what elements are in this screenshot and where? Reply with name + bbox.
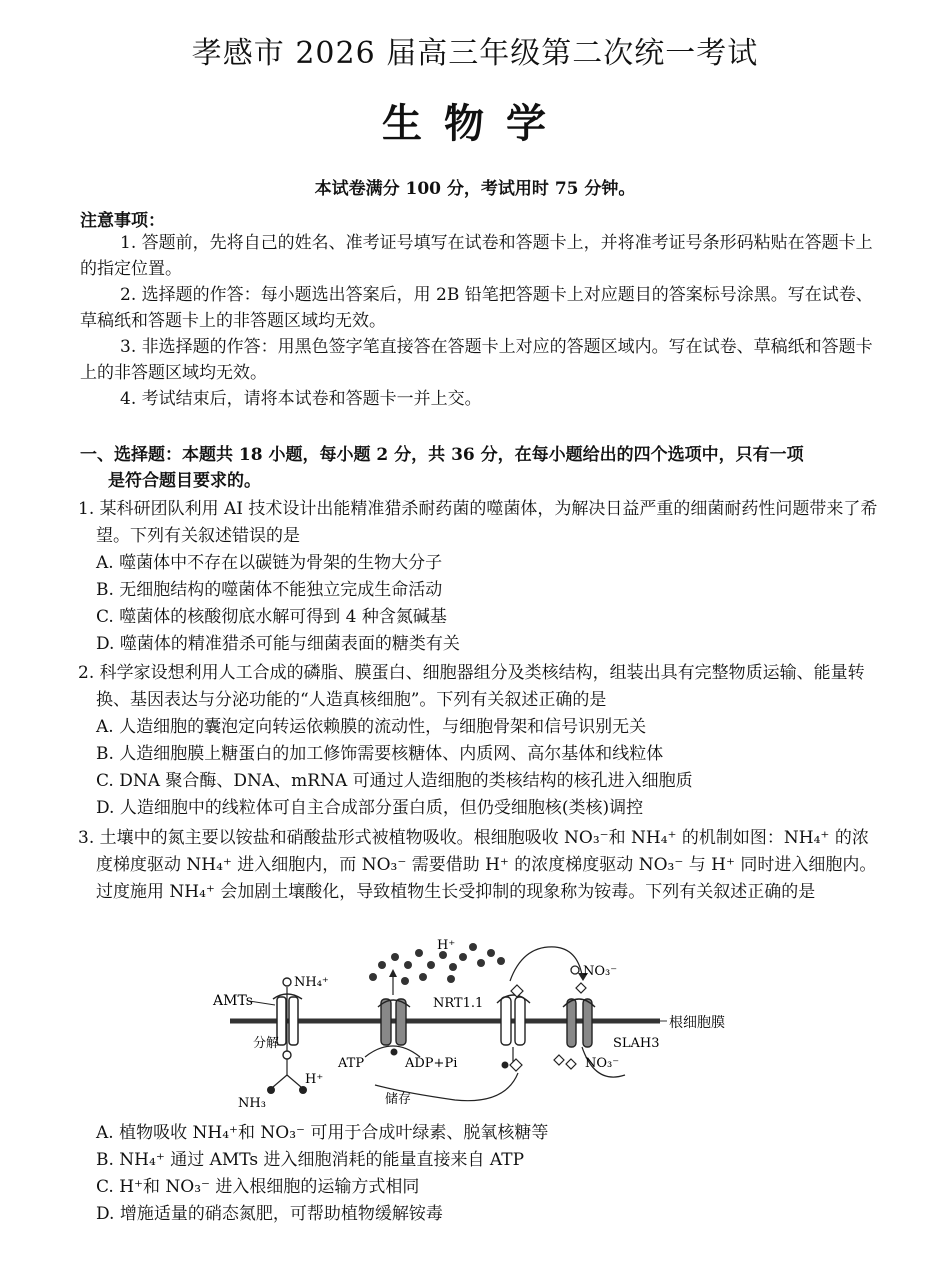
ion-transport-diagram [205,935,740,1110]
notes-list [80,230,878,412]
no3-top-label: NO₃⁻ [583,964,618,979]
note-item: 1. 答题前，先将自己的姓名、准考证号填写在试卷和答题卡上，并将准考证号条形码粘贴在答题卡上的指定位置。 [80,233,873,279]
exam-title: 孝感市 2026 届高三年级第二次统一考试 [191,36,759,71]
option-d: D. 噬菌体的精准猎杀可能与细菌表面的糖类有关 [96,634,460,654]
h-plus-top-label: H⁺ [437,938,456,953]
question-3 [78,825,878,906]
note-item: 2. 选择题的作答：每小题选出答案后，用 2B 铅笔把答题卡上对应题目的答案标号涂黑。写在试卷、草稿纸和答题卡上的非答题区域均无效。 [80,285,873,331]
question-stem: 3. 土壤中的氮主要以铵盐和硝酸盐形式被植物吸收。根细胞吸收 NO₃⁻和 NH₄⁺ 的机制如图：NH₄⁺ 的浓度梯度驱动 NH₄⁺ 进入细胞内，而 NO₃⁻ 需要借助 H⁺ 的浓度梯度驱动 NO₃⁻ 与 H⁺ 同时进入细胞内。过度施用 NH₄⁺ 会加剧土壤酸化，导致植物生长受抑制的现象称为铵毒。下列有关叙述正确的是 [78,828,877,902]
option-a: A. 植物吸收 NH₄⁺和 NO₃⁻ 可用于合成叶绿素、脱氧核糖等 [96,1123,549,1143]
store-label: 储存 [385,1092,412,1107]
question-stem: 1. 某科研团队利用 AI 技术设计出能精准猎杀耐药菌的噬菌体，为解决日益严重的细菌耐药性问题带来了希望。下列有关叙述错误的是 [78,499,878,546]
amts-label: AMTs [213,993,253,1009]
note-item: 3. 非选择题的作答：用黑色签字笔直接答在答题卡上对应的答题区域内。写在试卷、草稿纸和答题卡上的非答题区域均无效。 [80,337,873,383]
option-a: A. 人造细胞的囊泡定向转运依赖膜的流动性，与细胞骨架和信号识别无关 [96,717,647,737]
membrane-label: 根细胞膜 [669,1015,725,1031]
option-c: C. H⁺和 NO₃⁻ 进入根细胞的运输方式相同 [96,1177,420,1197]
question-3-options [96,1120,876,1228]
adp-label: ADP+Pi [405,1056,458,1071]
option-d: D. 人造细胞中的线粒体可自主合成部分蛋白质，但仍受细胞核(类核)调控 [96,798,644,818]
exam-info: 本试卷满分 100 分，考试用时 75 分钟。 [314,179,636,199]
option-c: C. 噬菌体的核酸彻底水解可得到 4 种含氮碱基 [96,607,447,627]
option-c: C. DNA 聚合酶、DNA、mRNA 可通过人造细胞的类核结构的核孔进入细胞质 [96,771,693,791]
nh3-label: NH₃ [238,1096,266,1110]
section-line-2: 是符合题目要求的。 [108,471,261,491]
question-2 [78,660,878,822]
notes-title: 注意事项： [80,211,165,231]
subject-title: 生物学 [382,100,568,147]
question-stem: 2. 科学家设想利用人工合成的磷脂、膜蛋白、细胞器组分及类核结构，组装出具有完整物质运输、能量转换、基因表达与分泌功能的“人造真核细胞”。下列有关叙述正确的是 [78,663,865,710]
no3-bottom-label: NO₃⁻ [585,1056,620,1071]
option-b: B. 无细胞结构的噬菌体不能独立完成生命活动 [96,580,443,600]
nrt-label: NRT1.1 [433,996,484,1011]
option-a: A. 噬菌体中不存在以碳链为骨架的生物大分子 [96,553,443,573]
option-b: B. NH₄⁺ 通过 AMTs 进入细胞消耗的能量直接来自 ATP [96,1150,525,1170]
question-1 [78,496,878,658]
slah3-label: SLAH3 [613,1036,660,1051]
section-heading [80,442,880,494]
nh4-label: NH₄⁺ [294,975,329,990]
nh4-circle [283,978,291,986]
h-plus-bottom-label: H⁺ [305,1072,324,1087]
option-b: B. 人造细胞膜上糖蛋白的加工修饰需要核糖体、内质网、高尔基体和线粒体 [96,744,664,764]
section-line-1: 一、选择题：本题共 18 小题，每小题 2 分，共 36 分，在每小题给出的四个选项中，只有一项 [80,445,804,465]
atp-label: ATP [338,1056,365,1071]
decompose-label: 分解 [253,1036,280,1051]
note-item: 4. 考试结束后，请将本试卷和答题卡一并上交。 [120,389,482,409]
option-d: D. 增施适量的硝态氮肥，可帮助植物缓解铵毒 [96,1204,443,1224]
